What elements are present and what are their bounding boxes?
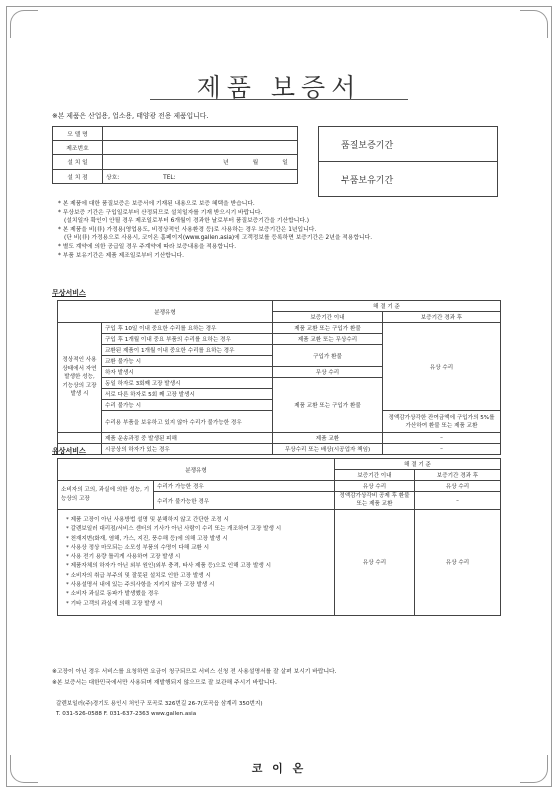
install-place-field[interactable] bbox=[103, 169, 298, 183]
year-label: 년 bbox=[223, 160, 229, 167]
col-header-type: 분쟁유형 bbox=[58, 459, 335, 481]
month-label: 월 bbox=[252, 160, 259, 167]
free-service-heading: 무상서비스 bbox=[52, 289, 86, 297]
free-service-table bbox=[57, 300, 501, 455]
table-cell: 제품 교환 또는 무상수리 bbox=[273, 334, 383, 345]
page-title: 제품 보증서 bbox=[196, 73, 362, 102]
list-item: * 갈렌보일러 대리점/서비스 센터의 기사가 아닌 사람이 수리 또는 개조하여 고장 발생 시 bbox=[66, 526, 282, 533]
serial-label: 제조번호 bbox=[53, 141, 103, 155]
list-item: * 사용 전기 용량 틀리게 사용하여 고장 발생 시 bbox=[66, 554, 181, 561]
note-line: (설치일자 확인이 안될 경우 제조일로부터 6개월이 경과한 날로부터 품질보증기간을 기산합니다.) bbox=[64, 218, 310, 225]
table-cell: 정액감가상각비 공제 후 환불 또는 제품 교환 bbox=[335, 492, 415, 510]
note-line: * 본 제품에 대한 품질보증은 보증서에 기재된 내용으로 보증 혜택을 받습니다. bbox=[58, 201, 255, 207]
corner-ornament bbox=[10, 10, 38, 38]
table-row: 수리 불가능 시 bbox=[102, 400, 273, 411]
table-row-blank bbox=[58, 433, 102, 444]
serial-field[interactable] bbox=[103, 141, 298, 155]
table-cell: 유상 수리 bbox=[415, 510, 501, 616]
quality-warranty-period[interactable]: 품질보증기간 bbox=[319, 127, 498, 162]
note-line: * 부품 보유기간은 제품 제조일로부터 기산합니다. bbox=[58, 252, 184, 259]
list-item: * 제품 고장이 아닌 사용방법 설명 및 분해하지 않고 간단한 조정 시 bbox=[66, 517, 229, 523]
warranty-period-boxes bbox=[318, 126, 498, 197]
table-cell: 유상 수리 bbox=[335, 510, 415, 616]
table-cell: 제품 교환 bbox=[273, 433, 383, 444]
col-header-type: 분쟁유형 bbox=[58, 301, 273, 323]
table-row: 수리용 부품을 보유하고 있지 않아 수리가 불가능한 경우 bbox=[102, 411, 273, 433]
tel-label: TEL: bbox=[163, 174, 176, 181]
parts-retention-period[interactable]: 부품보유기간 bbox=[319, 162, 498, 197]
table-cell: 구입가 환불 bbox=[273, 345, 383, 367]
note-line: * 별도 계약에 의한 공급일 경우 주계약에 따라 보증내용을 적용합니다. bbox=[58, 243, 237, 250]
table-cell: – bbox=[383, 444, 501, 455]
col-header-within: 보증기간 이내 bbox=[335, 470, 415, 481]
list-item: * 천재지변(화재, 염해, 가스, 지진, 풍수해 등)에 의해 고장 발생 시 bbox=[66, 535, 228, 542]
table-cell: 무상 수리 bbox=[273, 367, 383, 378]
note-line: * 본 제품을 비(非) 가정용(영업용도, 비정상적인 사용환경 등)로 사용하는 경우 보증기간은 1년입니다. bbox=[58, 226, 317, 233]
warranty-notes bbox=[58, 200, 518, 260]
paid-service-heading: 유상서비스 bbox=[52, 447, 86, 455]
list-item: * 소비자 과실로 동파가 발생했을 경우 bbox=[66, 591, 159, 598]
table-row: 교환된 제품이 1개월 이내 중요한 수리를 요하는 경우 bbox=[102, 345, 273, 356]
install-date-field[interactable] bbox=[103, 155, 298, 169]
table-cell: 유상 수리 bbox=[335, 481, 415, 492]
list-item: * 소비자의 취급 부주의 및 잘못된 설치로 인한 고장 발생 시 bbox=[66, 572, 211, 579]
product-notice: ※본 제품은 산업용, 업소용, 태양광 전용 제품입니다. bbox=[52, 112, 209, 120]
col-header-criteria: 해 결 기 준 bbox=[273, 301, 501, 312]
list-item: * 제품자체의 하자가 아닌 외부 원인(외부 충격, 타사 제품 등)으로 인해 고장 발생 시 bbox=[66, 563, 271, 570]
brand-logo: 코 이 온 bbox=[251, 762, 307, 775]
table-row: 하자 발생시 bbox=[102, 367, 273, 378]
table-cell: 유상 수리 bbox=[383, 323, 501, 411]
note-line: * 무상보증 기간은 구입일로부터 산정되므로 설치일자를 기재 받으시기 바랍니다. bbox=[58, 209, 263, 216]
table-row: 수리가 불가능한 경우 bbox=[154, 492, 335, 510]
table-cell: 제품 교환 또는 구입가 환불 bbox=[273, 378, 383, 433]
store-label: 상호: bbox=[106, 174, 120, 181]
category-cell: 정상적인 사용상태에서 자연 발생한 성능, 기능상의 고장 발생 시 bbox=[58, 323, 102, 433]
col-header-criteria: 해 결 기 준 bbox=[335, 459, 501, 470]
table-row: 서로 다른 하자로 5회 째 고장 발생시 bbox=[102, 389, 273, 400]
table-row: 수리가 가능한 경우 bbox=[154, 481, 335, 492]
service-charge-note: ※고장이 아닌 경우 서비스를 요청하면 요금이 청구되므로 서비스 신청 전 사용설명서를 잘 살펴 보시기 바랍니다. bbox=[52, 669, 337, 675]
table-row: 시공상의 하자가 있는 경우 bbox=[102, 444, 273, 455]
paid-cases-list bbox=[58, 510, 335, 616]
table-cell: – bbox=[383, 433, 501, 444]
col-header-within: 보증기간 이내 bbox=[273, 312, 383, 323]
col-header-after: 보증기간 경과 후 bbox=[383, 312, 501, 323]
paid-service-table bbox=[57, 458, 501, 616]
table-row: 동일 하자로 3회째 고장 발생시 bbox=[102, 378, 273, 389]
col-header-after: 보증기간 경과 후 bbox=[415, 470, 501, 481]
table-row: 제품 운송과정 중 발생된 피해 bbox=[102, 433, 273, 444]
product-info-form bbox=[52, 126, 298, 184]
table-cell: 무상수리 또는 배상(시공업자 책임) bbox=[273, 444, 383, 455]
day-label: 일 bbox=[282, 160, 288, 167]
install-place-label: 설 치 점 bbox=[53, 169, 103, 183]
company-address: 갈렌보일러(주)경기도 용인시 처인구 포곡로 326번길 26-7(포곡읍 삼계리 350번지) bbox=[56, 701, 263, 707]
company-contact: T. 031-526-0588 F. 031-637-2363 www.gallen.asia bbox=[56, 711, 197, 717]
list-item: * 사용상 정상 마모되는 소모성 부품의 수명이 다해 교환 시 bbox=[66, 544, 210, 551]
note-line: (단 비(非) 가정용으로 사용시, 코이온 홈페이지(www.gallen.asia)에 고객정보를 등록하면 보증기간은 2년을 적용합니다. bbox=[64, 235, 373, 242]
table-cell: – bbox=[415, 492, 501, 510]
model-field[interactable] bbox=[103, 127, 298, 141]
table-row: 구입 후 10일 이내 중요한 수리를 요하는 경우 bbox=[102, 323, 273, 334]
table-row: 교환 불가능 시 bbox=[102, 356, 273, 367]
title-divider bbox=[150, 99, 408, 100]
install-date-label: 설 치 일 bbox=[53, 155, 103, 169]
list-item: * 사용설명서 내에 있는 주의사항을 지키지 않아 고장 발생 시 bbox=[66, 582, 215, 589]
list-item: * 기타 고객의 과실에 의해 고장 발생 시 bbox=[66, 600, 163, 607]
reissue-note: ※본 보증서는 대한민국에서만 사용되며 재발행되지 않으므로 잘 보관해 주시기 바랍니다. bbox=[52, 680, 277, 686]
table-row: 구입 후 1개월 이내 중요 부품의 수리를 요하는 경우 bbox=[102, 334, 273, 345]
table-cell: 제품 교환 또는 구입가 환불 bbox=[273, 323, 383, 334]
category-cell: 소비자의 고의, 과실에 의한 성능, 기능상의 고장 bbox=[58, 481, 154, 510]
model-label: 모 델 명 bbox=[53, 127, 103, 141]
table-cell: 유상 수리 bbox=[415, 481, 501, 492]
corner-ornament bbox=[520, 10, 548, 38]
table-cell: 정액감가상각한 잔여금액에 구입가의 5%를 가산하여 환불 또는 제품 교환 bbox=[383, 411, 501, 433]
